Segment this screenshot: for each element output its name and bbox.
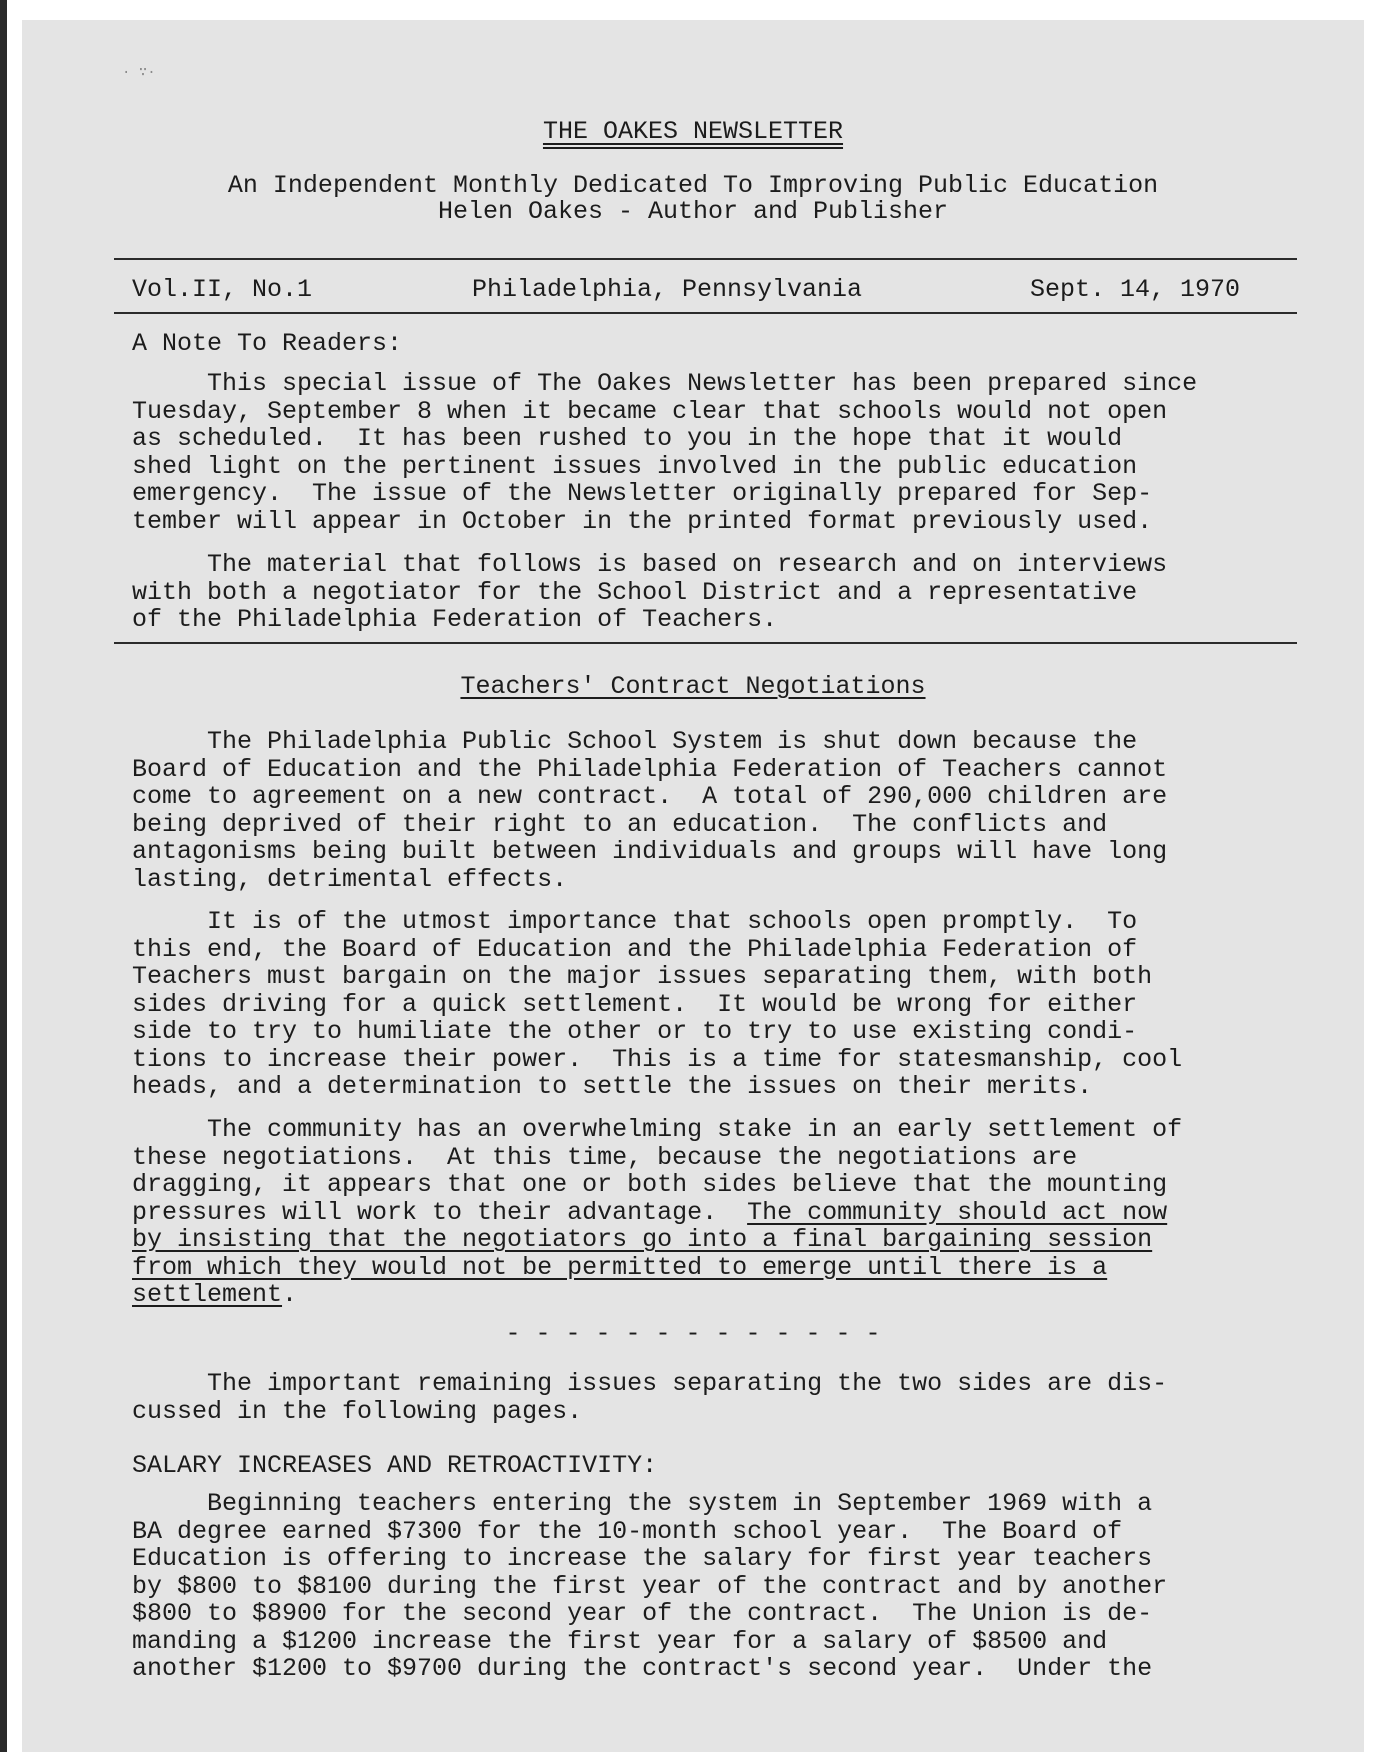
volume-number: Vol.II, No.1: [132, 275, 313, 304]
issue-date: Sept. 14, 1970: [1030, 275, 1241, 304]
article-paragraph-3-text: The community has an overwhelming stake in an early settlement of these negotiations. At this time, because the negotiations are dragging, it appears that one or both sides believe that the mounting pressures will work to their advantage.: [132, 1115, 1183, 1227]
note-bottom-rule: [114, 642, 1297, 644]
publication-place: Philadelphia, Pennsylvania: [472, 275, 863, 304]
article-paragraph-1: The Philadelphia Public School System is shut down because the Board of Education and the Philadelphia Federation of Teachers cannot come to agreement on a new contract. A total of 290,000 children are being deprived of their right to an education. The conflicts and antagonisms being built between individuals and groups will have long lasting, detrimental effects.: [132, 727, 1168, 894]
salary-heading: SALARY INCREASES AND RETROACTIVITY:: [132, 1451, 658, 1480]
newsletter-tagline: An Independent Monthly Dedicated To Improving Public Education: [227, 171, 1159, 200]
note-heading: A Note To Readers:: [132, 329, 403, 358]
newsletter-page: [22, 20, 1364, 1752]
community-call-to-action: The community should act now by insisting that the negotiators go into a final bargaining session from which they would not be permitted to emerge until there is a settlement: [132, 1197, 1168, 1309]
newsletter-byline: Helen Oakes - Author and Publisher: [437, 197, 949, 226]
scan-edge-bar: [0, 0, 7, 1752]
article-paragraph-4: The important remaining issues separating the two sides are dis- cussed in the following pages.: [132, 1369, 1168, 1426]
newsletter-title: THE OAKES NEWSLETTER: [542, 117, 844, 146]
article-paragraph-2: It is of the utmost importance that schools open promptly. To this end, the Board of Education and the Philadelphia Federation of Teachers must bargain on the major issues separating them, with both sides driving for a quick settlement. It would be wrong for either side to try to humiliate the other or to try to use existing condi- tions to increase their power. This is a time for statesmanship, cool heads, and a determination to settle the issues on their merits.: [132, 907, 1183, 1101]
paper-speck: · ∵·: [122, 65, 156, 81]
article-paragraph-3: [132, 1116, 1292, 1309]
note-paragraph-2: The material that follows is based on research and on interviews with both a negotiator for the School District and a representative of the Philadelphia Federation of Teachers.: [132, 550, 1168, 634]
article-paragraph-3-end: .: [282, 1280, 298, 1309]
top-rule: [114, 258, 1297, 260]
salary-paragraph-1: Beginning teachers entering the system in September 1969 with a BA degree earned $7300 for the 10-month school year. The Board of Education is offering to increase the salary for first year teachers by $800 to $8100 during the first year of the contract and by another $800 to $8900 for the second year of the contract. The Union is de- manding a $1200 increase the first year for a salary of $8500 and another $1200 to $9700 during the contract's second year. Under the: [132, 1489, 1168, 1683]
infobar-bottom-rule: [114, 312, 1297, 314]
note-paragraph-1: This special issue of The Oakes Newsletter has been prepared since Tuesday, September 8 when it became clear that schools would not open as scheduled. It has been rushed to you in the hope that it would shed light on the pertinent issues involved in the public education emergency. The issue of the Newsletter originally prepared for Sep- tember will appear in October in the printed format previously used.: [132, 369, 1198, 536]
section-separator: - - - - - - - - - - - - -: [505, 1319, 881, 1348]
article-title: Teachers' Contract Negotiations: [460, 672, 926, 701]
